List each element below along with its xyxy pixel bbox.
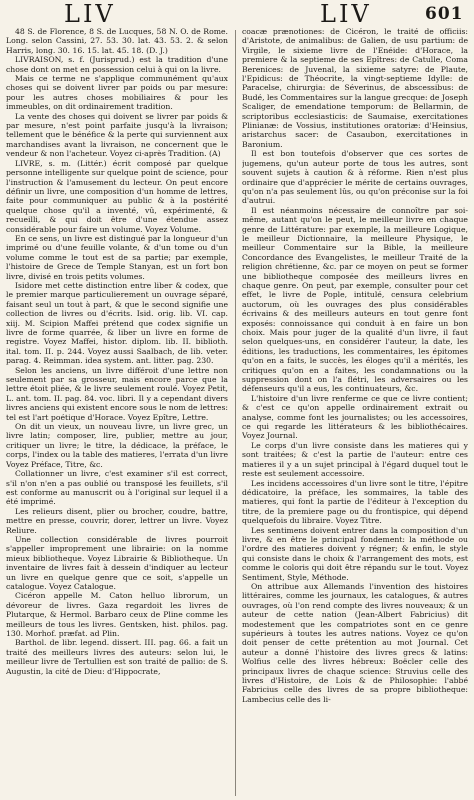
paragraph: Mais ce terme ne s'applique communément qu'aux choses qui se doivent livrer par poids ou par mesure: pour les autres choses mobiliaires & pour les immeubles, on dit ordinairement tradition. bbox=[6, 74, 228, 112]
paragraph: Cicéron appelle M. Caton helluo librorum, un dévoreur de livres. Gaza regardoit les livres de Plutarque, & Hermol. Barbaro ceux de Pline comme les meilleurs de tous les livres. Gentsken, hist. philos. pag. 130. Morhof. præfat. ad Plin. bbox=[6, 591, 228, 638]
paragraph: Les relieurs disent, plier ou brocher, coudre, battre, mettre en presse, couvrir, dorer, lettrer un livre. Voyez Reliure. bbox=[6, 506, 228, 535]
paragraph: Il est néanmoins nécessaire de connoître par soi-même, autant qu'on le peut, le meilleur livre en chaque genre de Littérature: par exemple, la meilleure Logique, le meilleur Dictionnaire, la meilleure Physique, le meilleur Commentaire sur la Bible, la meilleure Concordance des Evangelistes, le meilleur Traité de la religion chrétienne, &c. par ce moyen on peut se former une bibliotheque composée des meilleurs livres en chaque genre. On peut, par exemple, consulter pour cet effet, le livre de Pople, intitulé, censura celebrium auctorum, où les ouvrages des plus considérables écrivains & des meilleurs auteurs en tout genre font exposés: connoissance qui conduit à en faire un bon choix. Mais pour juger de la qualité d'un livre, il faut selon quelques-uns, en considérer l'auteur, la date, les éditions, les traductions, les commentaires, les épitomes qu'on en a faits, le succès, les éloges qu'il a mérités, les critiques qu'on en a faites, les condamnations ou la suppression dont on l'a flétri, les adversaires ou les défenseurs qu'il a eus, les continuateurs, &c. bbox=[242, 205, 468, 394]
left-column bbox=[6, 27, 228, 797]
paragraph: Barthol. de libr. legend. dissert. III. pag. 66. a fait un traité des meilleurs livres des auteurs: selon lui, le meilleur livre de Tertullien est son traité de pallio: de S. Augustin, la cité de Dieu: d'Hippocrate, bbox=[6, 638, 228, 676]
paragraph: L'histoire d'un livre renferme ce que ce livre contient; & c'est ce qu'on appelle ordinairement extrait ou analyse, comme font les journalistes; ou les accessoires, ce qui regarde les littérateurs & les bibliothécaires. Voyez Journal. bbox=[242, 393, 468, 441]
page-header bbox=[0, 0, 474, 30]
paragraph: Isidore met cette distinction entre liber & codex, que le premier marque particulierement un ouvrage séparé, faisant seul un tout à part, & que le second signifie une collection de livres ou d'écrits. Isid. orig. lib. VI. cap. xiij. M. Scipion Maffei prétend que codex signifie un livre de forme quarrée, & liber un livre en forme de registre. Voyez Maffei, histor. diplom. lib. II. biblioth. ital. tom. II. p. 244. Voyez aussi Saalbach, de lib. veter. parag. 4. Reimman. idea system. ant. litter. pag. 230. bbox=[6, 280, 228, 366]
paragraph: On attribue aux Allemands l'invention des histoires littéraires, comme les journaux, les catalogues, & autres ouvrages, où l'on rend compte des livres nouveaux; & un auteur de cette nation (Jean-Albert Fabricius) dit modestement que les compatriotes sont en ce genre supérieurs à toutes les autres nations. Voyez ce qu'on doit penser de cette prétention au mot Journal. Cet auteur a donné l'histoire des livres grecs & latins: Wolfius celle des livres hébreux: Boëcler celle des principaux livres de chaque science: Struvius celle des livres d'Histoire, de Lois & de Philosophie: l'abbé Fabricius celle des livres de sa propre bibliotheque: Lambecius celle des li- bbox=[242, 581, 468, 704]
paragraph: LIVRE, s. m. (Littér.) écrit composé par quelque personne intelligente sur quelque point de science, pour l'instruction & l'amusement du lecteur. On peut encore définir un livre, une composition d'un homme de lettres, faite pour communiquer au public & à la postérité quelque chose qu'il a inventé, vû, expérimenté, & recueilli, & qui doit être d'une étendue assez considérable pour faire un volume. Voyez Volume. bbox=[6, 158, 228, 234]
paragraph: Une collection considérable de livres pourroit s'appeller improprement une librairie: on la nomme mieux bibliotheque. Voyez Librairie & Bibliotheque. Un inventaire de livres fait à dessein d'indiquer au lecteur un livre en quelque genre que ce soit, s'appelle un catalogue. Voyez Catalogue. bbox=[6, 534, 228, 591]
paragraph: Les sentimens doivent entrer dans la composition d'un livre, & en être le principal fondement: la méthode ou l'ordre des matieres doivent y régner; & enfin, le style qui consiste dans le choix & l'arrangement des mots, est comme le coloris qui doit être répandu sur le tout. Voyez Sentiment, Style, Méthode. bbox=[242, 525, 468, 582]
paragraph: Le corps d'un livre consiste dans les matieres qui y sont traitées; & c'est la partie de l'auteur: entre ces matieres il y a un sujet principal à l'égard duquel tout le reste est seulement accessoire. bbox=[242, 440, 468, 479]
column-divider bbox=[235, 30, 236, 796]
page-number: 601 bbox=[425, 4, 464, 24]
paragraph: Selon les anciens, un livre différoit d'une lettre non seulement par sa grosseur, mais encore parce que la lettre étoit pliée, & le livre seulement roulé. Voyez Petit, L. ant. tom. II. pag. 84. voc. libri. Il y a cependant divers livres anciens qui existent encore sous le nom de lettres: tel est l'art poétique d'Horace. Voyez Epître, Lettre. bbox=[6, 365, 228, 422]
paragraph: Il est bon toutefois d'observer que ces sortes de jugemens, qu'un auteur porte de tous les autres, sont souvent sujets à caution & à réforme. Rien n'est plus ordinaire que d'apprécier le mérite de certains ouvrages, qu'on n'a pas seulement lûs, ou qu'on préconise sur la foi d'autrui. bbox=[242, 149, 468, 206]
paragraph: LIVRAISON, s. f. (Jurisprud.) est la tradition d'une chose dont on met en possession celui à qui on la livre. bbox=[6, 55, 228, 74]
running-head-left: LIV bbox=[64, 0, 116, 28]
running-head-right: LIV bbox=[320, 0, 372, 28]
right-column bbox=[242, 27, 468, 797]
paragraph: Collationner un livre, c'est examiner s'il est correct, s'il n'on n'en a pas oublié ou transposé les feuillets, s'il est conforme au manuscrit ou à l'original sur lequel il a été imprimé. bbox=[6, 469, 228, 507]
paragraph: Les incidens accessoires d'un livre sont le titre, l'épitre dédicatoire, la préface, les sommaires, la table des matieres, qui font la partie de l'éditeur à l'exception du titre, de la premiere page ou du frontispice, qui dépend quelquefois du libraire. Voyez Titre. bbox=[242, 478, 468, 526]
paragraph: En ce sens, un livre est distingué par la longueur d'un imprimé ou d'une feuille volante, & d'un tome ou d'un volume comme le tout est de sa partie; par exemple, l'histoire de Grece de Temple Stanyan, est un fort bon livre, divisé en trois petits volumes. bbox=[6, 233, 228, 281]
paragraph: On dit un vieux, un nouveau livre, un livre grec, un livre latin; composer, lire, publier, mettre au jour, critiquer un livre; le titre, la dédicace, la préface, le corps, l'index ou la table des matieres, l'errata d'un livre Voyez Préface, Titre, &c. bbox=[6, 422, 228, 469]
paragraph: La vente des choses qui doivent se livrer par poids & par mesure, n'est point parfaite jusqu'à la livraison; tellement que le bénéfice & la perte qui surviennent aux marchandises avant la livraison, ne concernent que le vendeur & non l'acheteur. Voyez ci-après Tradition. (A) bbox=[6, 111, 228, 159]
paragraph: 48 S. de Florence, 8 S. de Lucques, 58 N. O. de Rome. Long. selon Cassini, 27. 53. 30. lat. 43. 53. 2. & selon Harris, long. 30. 16. 15. lat. 45. 18. (D. J.) bbox=[6, 27, 228, 55]
paragraph: coacæ prænotiones: de Cicéron, le traité de officiis: d'Aristote, de animalibus: de Galien, de usu partium: de Virgile, le sixieme livre de l'Enéide: d'Horace, la premiere & la septieme de ses Epîtres: de Catulle, Coma Berenices: de Juvenal, la sixieme satyre: de Plaute, l'Epidicus: de Théocrite, la vingt-septieme Idylle: de Paracelse, chirurgia: de Séverinus, de abscessibus: de Budé, les Commentaires sur la langue grecque: de Joseph Scaliger, de emendatione temporum: de Bellarmin, de scriptoribus ecclesiasticis: de Saumaise, exercitationes Plinianæ: de Vossius, institutiones oratoriæ: d'Heinsius, aristarchus sacer: de Casaubon, exercitationes in Baronium. bbox=[242, 27, 468, 149]
